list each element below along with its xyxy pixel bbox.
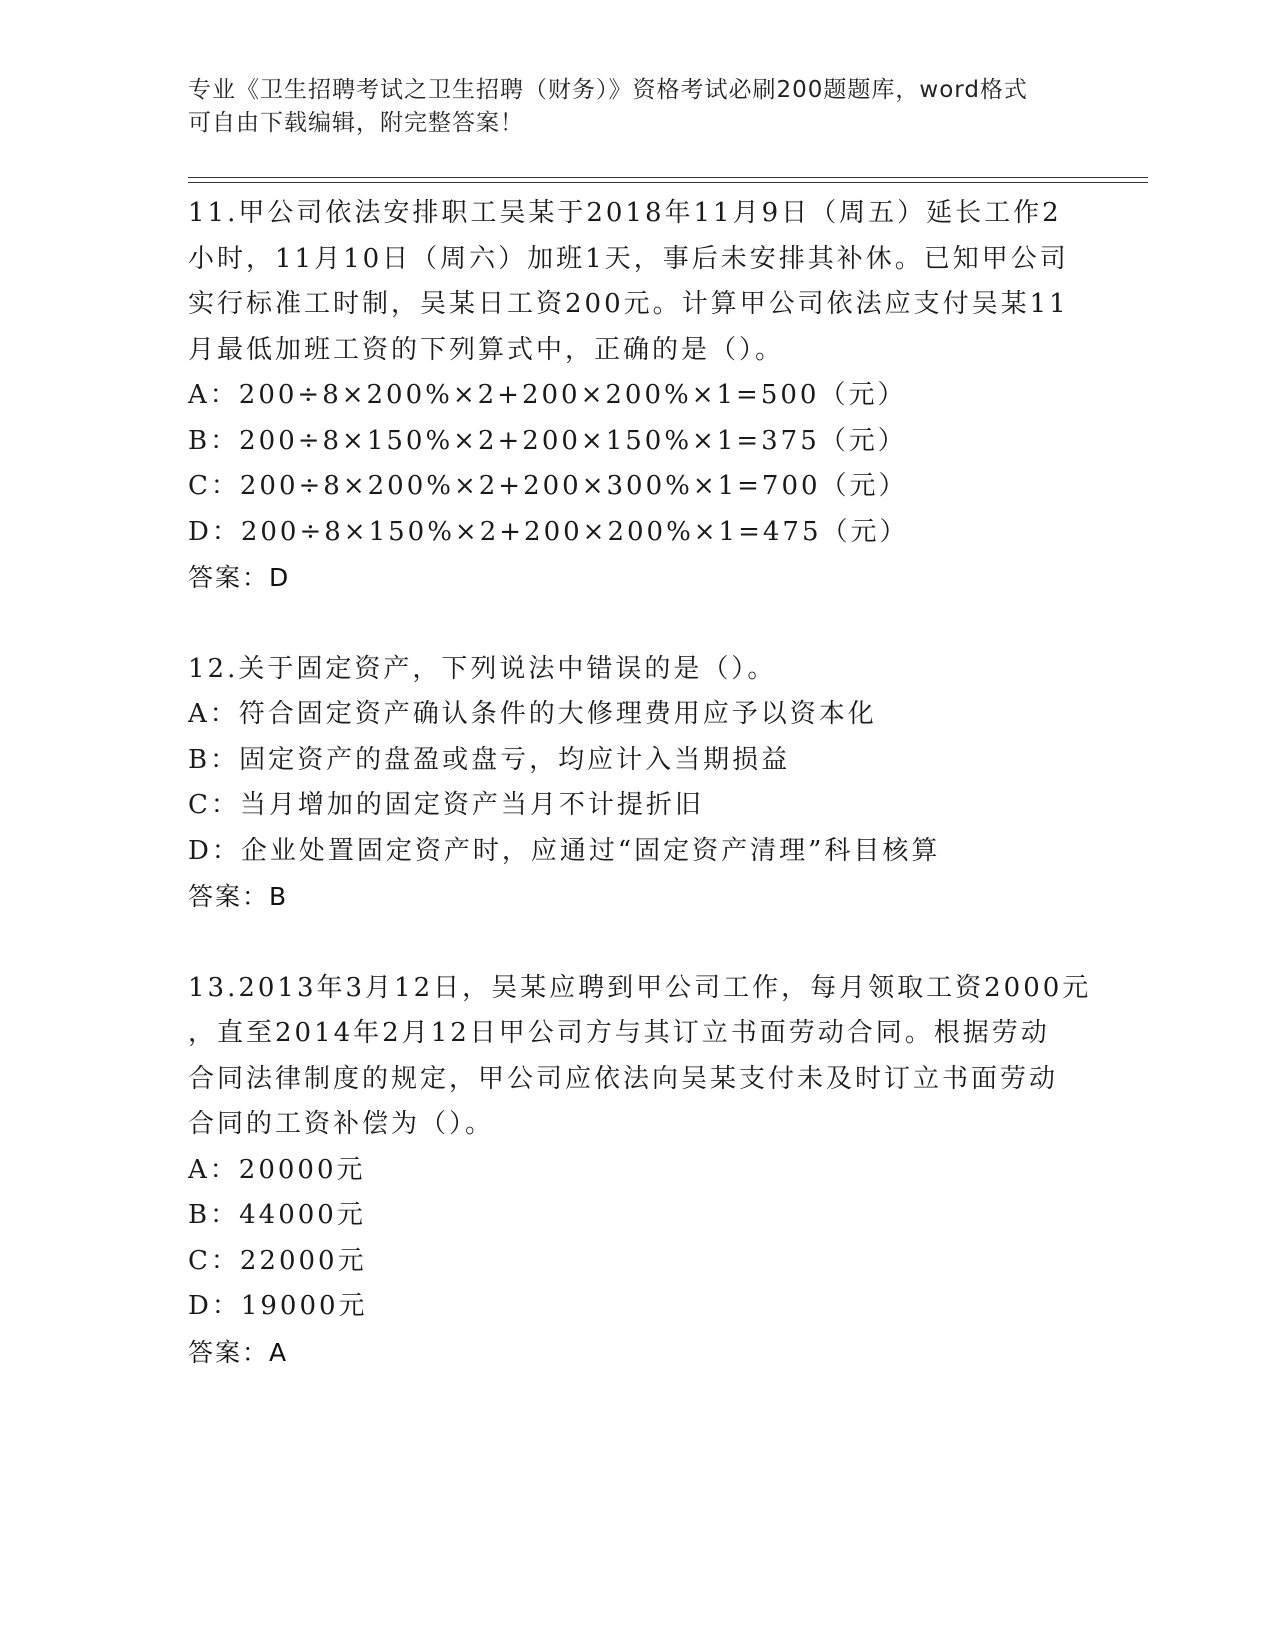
- question-11: [188, 191, 1088, 601]
- header-title-line-2: 可自由下载编辑，附完整答案！: [188, 110, 524, 136]
- option-c: C：22000元: [188, 1245, 367, 1276]
- question-13: [188, 966, 1092, 1376]
- option-c: C：200÷8×200%×2+200×300%×1=700（元）: [188, 471, 908, 501]
- option-a: A：符合固定资产确认条件的大修理费用应予以资本化: [188, 699, 877, 729]
- question-stem-line: ，直至2014年2月12日甲公司方与其订立书面劳动合同。根据劳动: [188, 1018, 1050, 1048]
- question-stem-line: 月最低加班工资的下列算式中，正确的是（）。: [188, 334, 785, 365]
- question-stem-line: 实行标准工时制，吴某日工资200元。计算甲公司依法应支付吴某11: [188, 289, 1069, 319]
- header-divider-bottom: [188, 182, 1148, 183]
- option-c: C：当月增加的固定资产当月不计提折旧: [188, 790, 704, 820]
- option-b: B：200÷8×150%×2+200×150%×1=375（元）: [188, 425, 907, 456]
- document-header: [188, 74, 1068, 140]
- question-list: [188, 191, 1092, 1375]
- question-stem-line: 12.关于固定资产，下列说法中错误的是（）。: [188, 653, 777, 684]
- option-b: B：44000元: [188, 1200, 366, 1230]
- question-stem-line: 11.甲公司依法安排职工吴某于2018年11月9日（周五）延长工作2: [188, 198, 1062, 228]
- option-a: A：20000元: [188, 1154, 366, 1185]
- question-stem-line: 合同法律制度的规定，甲公司应依法向吴某支付未及时订立书面劳动: [188, 1063, 1059, 1094]
- option-a: A：200÷8×200%×2+200×200%×1=500（元）: [188, 380, 907, 410]
- header-title-line-1: 专业《卫生招聘考试之卫生招聘（财务）》资格考试必刷200题题库，word格式: [188, 77, 1028, 103]
- question-stem-line: 小时，11月10日（周六）加班1天，事后未安排其补休。已知甲公司: [188, 243, 1069, 274]
- option-d: D：企业处置固定资产时，应通过“固定资产清理”科目核算: [188, 835, 941, 866]
- question-stem-line: 合同的工资补偿为（）。: [188, 1109, 495, 1139]
- answer-label: 答案：B: [188, 882, 289, 911]
- question-stem-line: 13.2013年3月12日，吴某应聘到甲公司工作，每月领取工资2000元: [188, 972, 1092, 1003]
- answer-label: 答案：D: [188, 563, 291, 592]
- question-12: [188, 647, 1088, 920]
- option-b: B：固定资产的盘盈或盘亏，均应计入当期损益: [188, 744, 791, 775]
- header-divider-top: [188, 177, 1148, 178]
- option-d: D：19000元: [188, 1291, 368, 1321]
- option-d: D：200÷8×150%×2+200×200%×1=475（元）: [188, 516, 909, 547]
- answer-label: 答案：A: [188, 1337, 289, 1367]
